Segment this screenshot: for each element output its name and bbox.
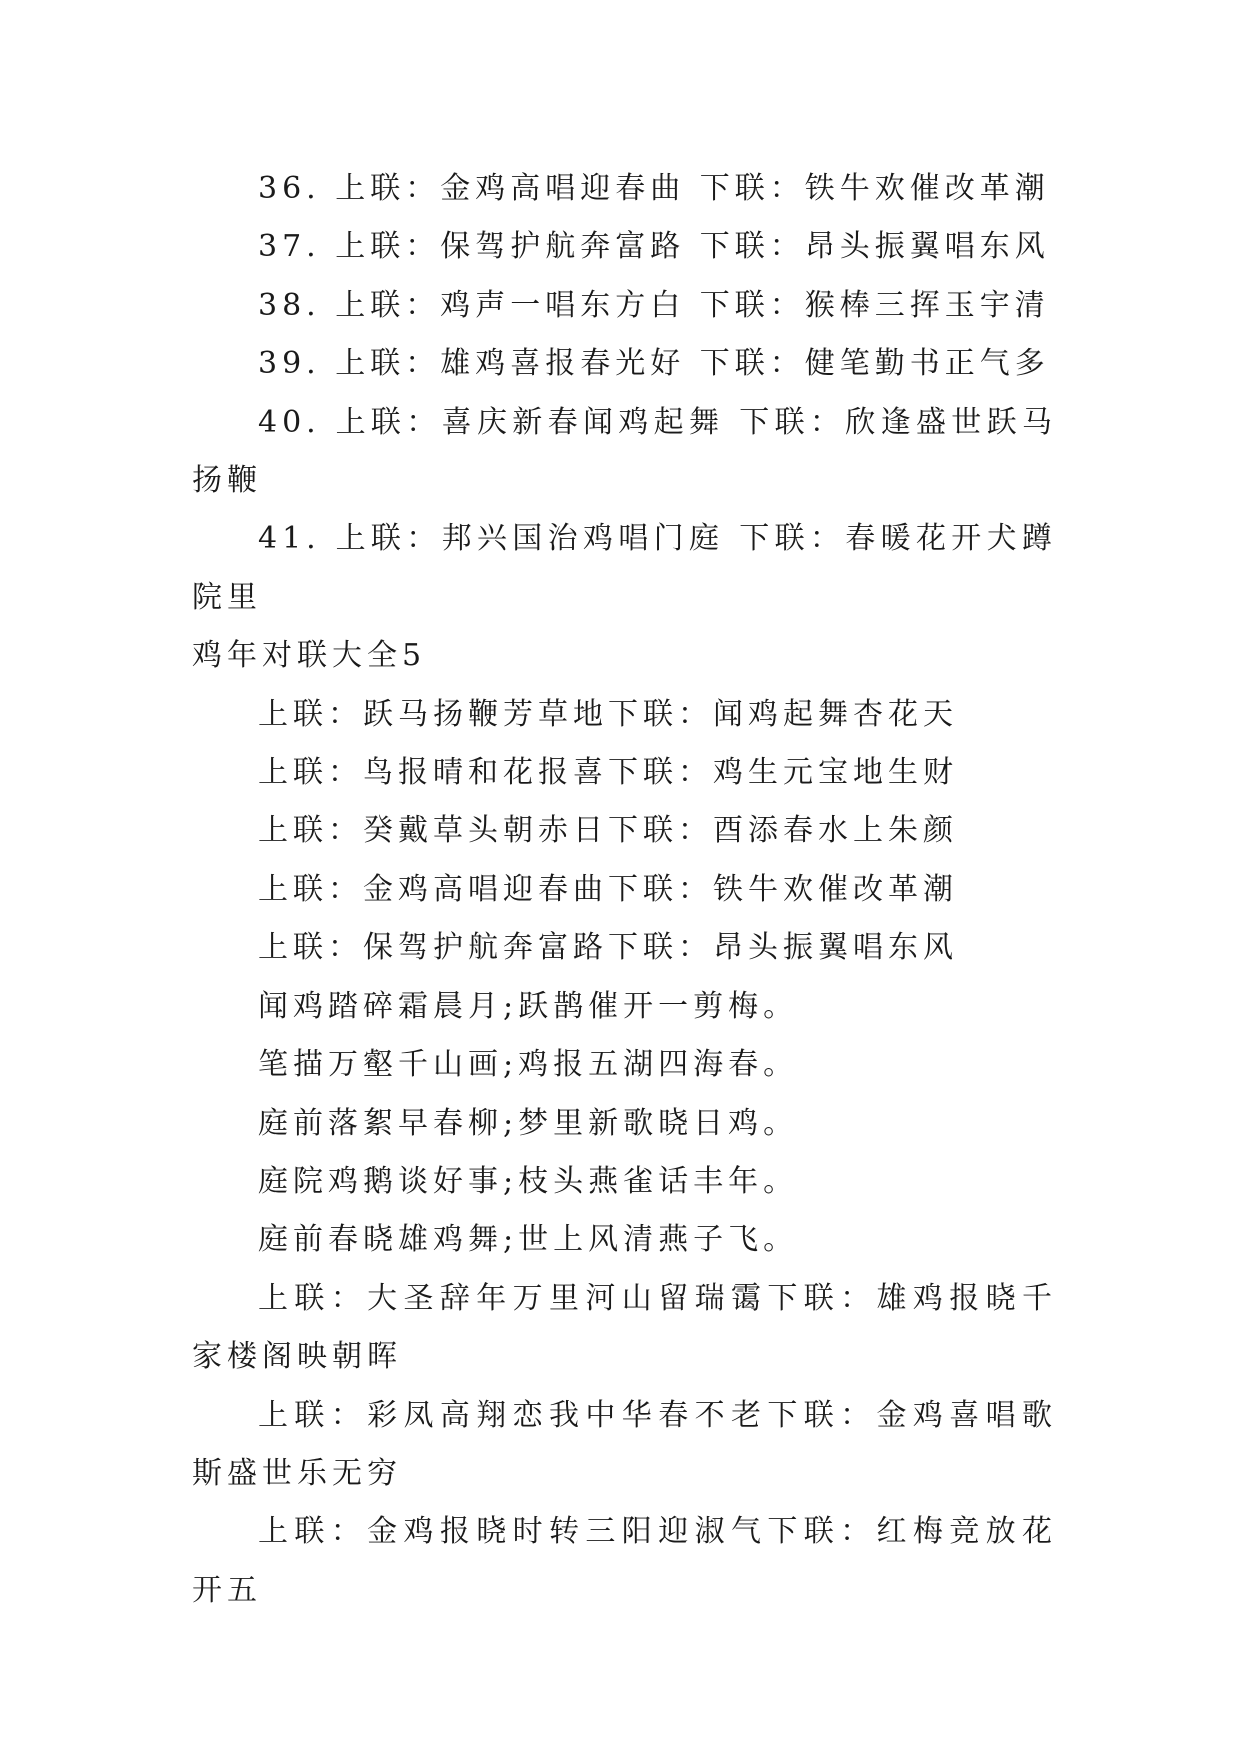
couplet-line: 上联：彩凤高翔恋我中华春不老下联：金鸡喜唱歌斯盛世乐无穷 bbox=[192, 1397, 1057, 1491]
couplet-line-39: 39. 上联：雄鸡喜报春光好 下联：健笔勤书正气多 bbox=[258, 346, 1050, 382]
couplet-line: 庭前落絮早春柳;梦里新歌晓日鸡。 bbox=[258, 1105, 799, 1141]
couplet-line-41: 41. 上联：邦兴国治鸡唱门庭 下联：春暖花开犬蹲院里 bbox=[192, 521, 1057, 615]
couplet-line-37: 37. 上联：保驾护航奔富路 下联：昂头振翼唱东风 bbox=[258, 229, 1050, 265]
couplet-line: 上联：金鸡报晓时转三阳迎淑气下联：红梅竞放花开五 bbox=[192, 1514, 1057, 1608]
couplet-line: 笔描万壑千山画;鸡报五湖四海春。 bbox=[258, 1047, 799, 1083]
section-heading: 鸡年对联大全5 bbox=[192, 638, 427, 674]
couplet-line: 上联：鸟报晴和花报喜下联：鸡生元宝地生财 bbox=[258, 755, 958, 791]
couplet-line: 上联：跃马扬鞭芳草地下联：闻鸡起舞杏花天 bbox=[258, 696, 958, 732]
couplet-line-36: 36. 上联：金鸡高唱迎春曲 下联：铁牛欢催改革潮 bbox=[258, 171, 1050, 206]
couplet-line-40: 40. 上联：喜庆新春闻鸡起舞 下联：欣逢盛世跃马扬鞭 bbox=[192, 404, 1057, 499]
couplet-line: 庭院鸡鹅谈好事;枝头燕雀话丰年。 bbox=[258, 1163, 799, 1199]
couplet-line: 上联：保驾护航奔富路下联：昂头振翼唱东风 bbox=[258, 930, 958, 966]
couplet-line: 上联：癸戴草头朝赤日下联：酉添春水上朱颜 bbox=[258, 813, 958, 849]
couplet-line: 庭前春晓雄鸡舞;世上风清燕子飞。 bbox=[258, 1222, 799, 1258]
couplet-line: 上联：金鸡高唱迎春曲下联：铁牛欢催改革潮 bbox=[258, 871, 958, 907]
couplet-line-38: 38. 上联：鸡声一唱东方白 下联：猴棒三挥玉宇清 bbox=[258, 287, 1050, 323]
couplet-line: 闻鸡踏碎霜晨月;跃鹊催开一剪梅。 bbox=[258, 988, 799, 1024]
couplet-line: 上联：大圣辞年万里河山留瑞霭下联：雄鸡报晓千家楼阁映朝晖 bbox=[192, 1280, 1057, 1375]
document-body bbox=[192, 160, 1057, 1620]
